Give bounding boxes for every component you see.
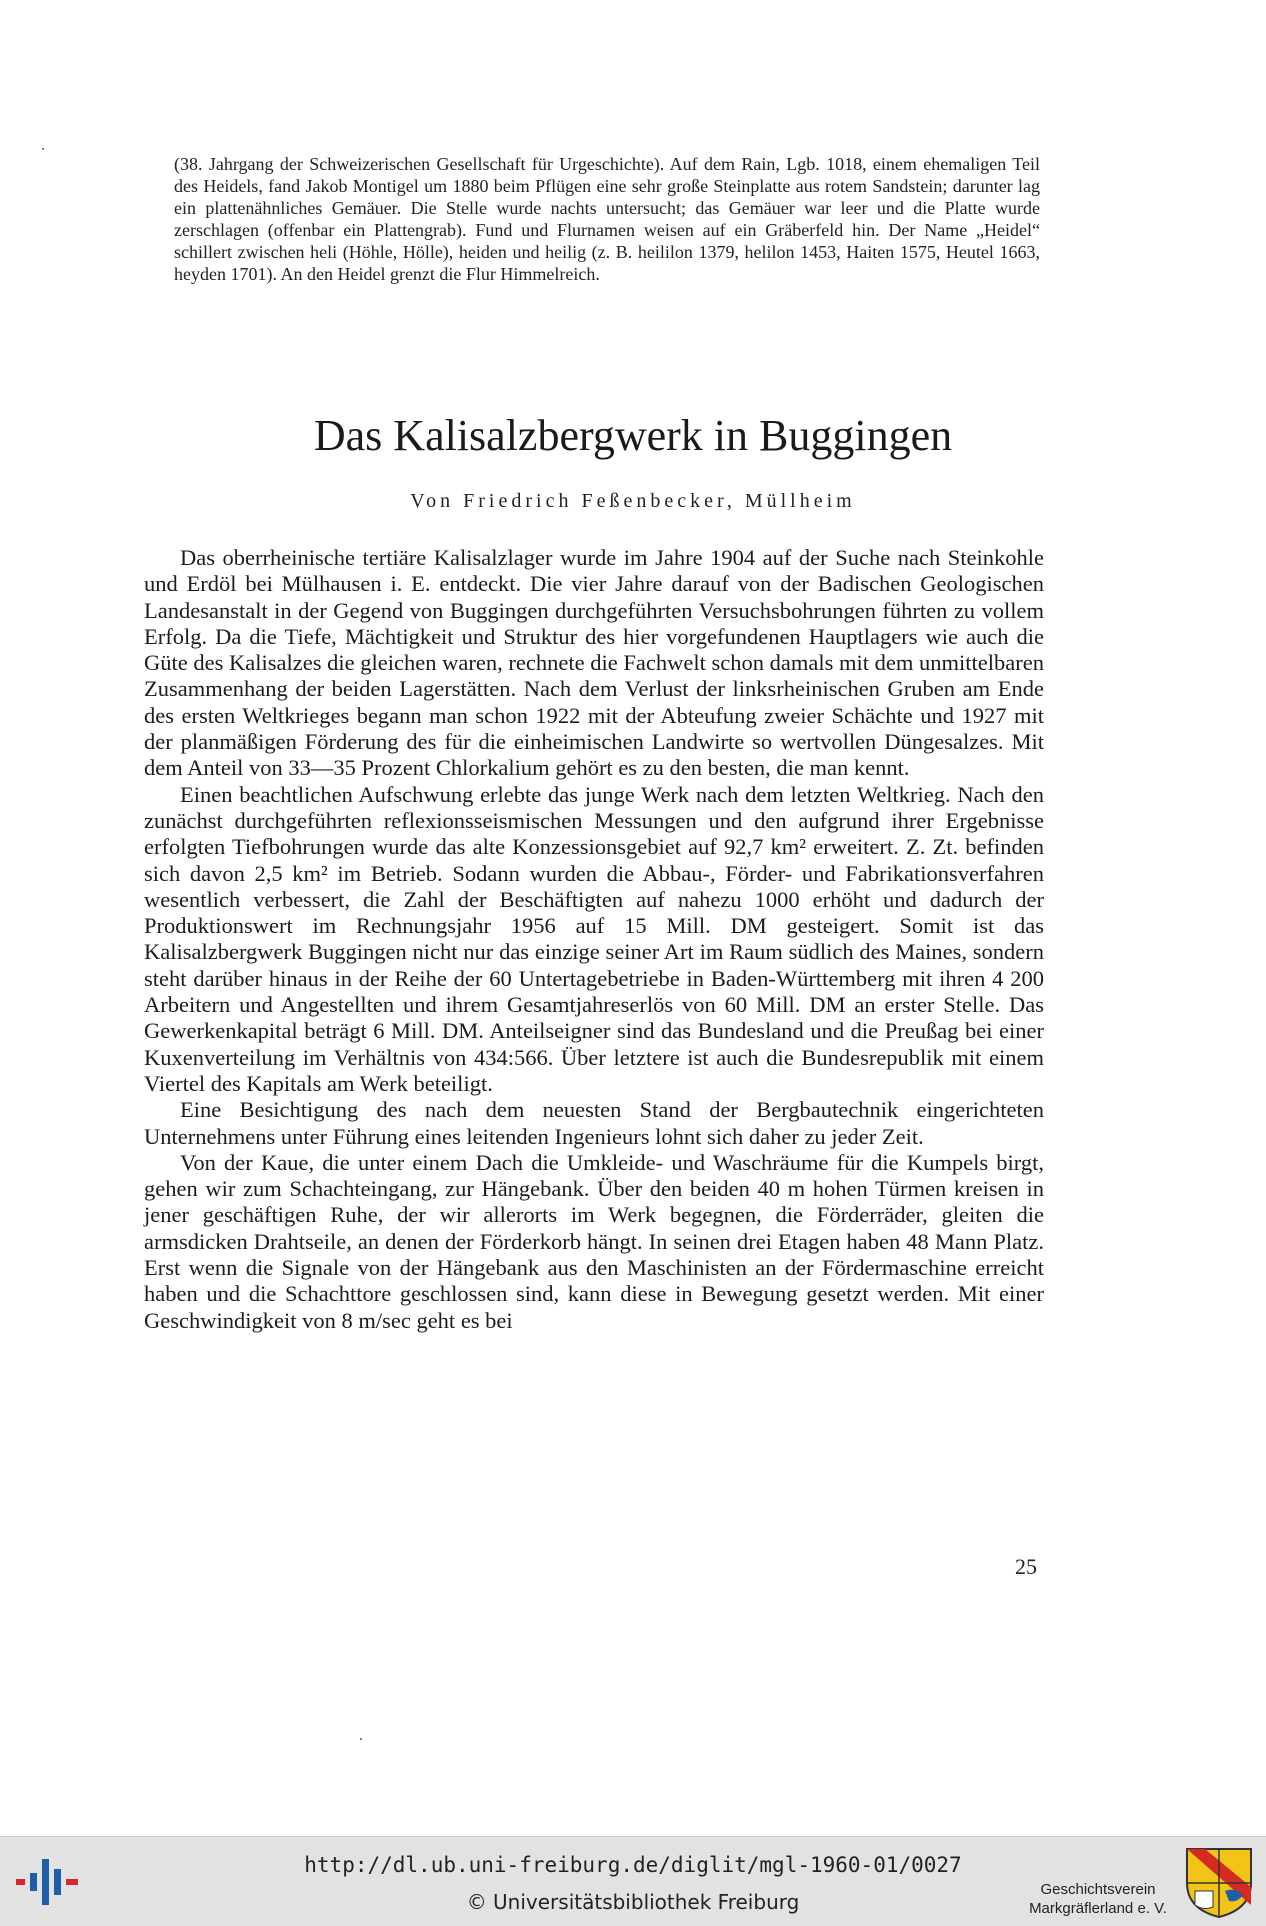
society-line-1: Geschichtsverein (1040, 1881, 1156, 1898)
article-paragraph: Von der Kaue, die unter einem Dach die Umkleide- und Waschräume für die Kumpels birgt, gehen wir zum Schachteingang, zur Hängebank. Über den beiden 40 m hohen Türmen kreisen in jener geschäftigen Ruhe, der wir allerorts im Werk begegnen, die Förderräder, gleiten die armsdicken Drahtseile, an denen der Förderkorb hängt. In seinen drei Etagen haben 48 Mann Platz. Erst wenn die Signale von der Hängebank aus den Maschinisten an der Fördermaschine erreicht haben und die Schachttore geschlossen sind, kann diese in Bewegung gesetzt werden. Mit einer Geschwindigkeit von 8 m/sec geht es bei (144, 1149, 1044, 1333)
page-number: 25 (1015, 1554, 1037, 1579)
society-line-2: Markgräflerland e. V. (1029, 1900, 1167, 1917)
intro-paragraph (174, 153, 1040, 285)
scan-speck (360, 1738, 362, 1740)
footer-copyright: © Universitätsbibliothek Freiburg (466, 1890, 800, 1914)
article-body (144, 545, 1044, 1334)
article-title: Das Kalisalzbergwerk in Buggingen (313, 411, 953, 460)
society-name (1018, 1880, 1178, 1918)
article-paragraph: Einen beachtlichen Aufschwung erlebte das junge Werk nach dem letzten Weltkrieg. Nach den zunächst durchgeführten reflexionsseismischen Messungen und den aufgrund ihrer Ergebnisse erfolgten Tiefbohrungen wurde das alte Konzessionsgebiet auf 92,7 km² erweitert. Z. Zt. befinden sich davon 2,5 km² im Betrieb. Sodann wurden die Abbau-, Förder- und Fabrikationsverfahren wesentlich verbessert, die Zahl der Beschäftigten auf nahezu 1000 erhöht und dadurch der Produktionswert im Rechnungsjahr 1956 auf 15 Mill. DM gesteigert. Somit ist das Kalisalzbergwerk Buggingen nicht nur das einzige seiner Art im Raum südlich des Maines, sondern steht darüber hinaus in der Reihe der 60 Untertagebetriebe in Baden-Württemberg mit ihren 4 200 Arbeitern und Angestellten und ihrem Gesamtjahreserlös von 60 Mill. DM an erster Stelle. Das Gewerkenkapital beträgt 6 Mill. DM. Anteilseigner sind das Bundesland und die Preußag bei einer Kuxenverteilung im Verhältnis von 434:566. Über letztere ist auch die Bundesrepublik mit einem Viertel des Kapitals am Werk beteiligt. (144, 781, 1044, 1096)
footer-bar (0, 1836, 1266, 1926)
coat-of-arms-icon (1185, 1847, 1253, 1919)
article-author: Von Friedrich Feßenbecker, Müllheim (410, 490, 856, 512)
article-paragraph: Eine Besichtigung des nach dem neuesten Stand der Bergbautechnik eingerichteten Unternehmens unter Führung eines leitenden Ingenieurs lohnt sich daher zu jeder Zeit. (144, 1097, 1044, 1149)
intro-text: (38. Jahrgang der Schweizerischen Gesellschaft für Urgeschichte). Auf dem Rain, Lgb. 1018, einem ehemaligen Teil des Heidels, fand Jakob Montigel um 1880 beim Pflügen eine sehr große Steinplatte aus rotem Sandstein; darunter lag ein plattenähnliches Gemäuer. Die Stelle wurde nachts untersucht; das Gemäuer war leer und die Platte wurde zerschlagen (offenbar ein Plattengrab). Fund und Flurnamen weisen auf ein Gräberfeld hin. Der Name „Heidel“ schillert zwischen heli (Höhle, Hölle), heiden und heilig (z. B. heililon 1379, helilon 1453, Haiten 1575, Heutel 1663, heyden 1701). An den Heidel grenzt die Flur Himmelreich. (174, 154, 1040, 284)
article-paragraph: Das oberrheinische tertiäre Kalisalzlager wurde im Jahre 1904 auf der Suche nach Steinkohle und Erdöl bei Mülhausen i. E. entdeckt. Die vier Jahre darauf von der Badischen Geologischen Landesanstalt in der Gegend von Buggingen durchgeführten Versuchsbohrungen führten zu vollem Erfolg. Da die Tiefe, Mächtigkeit und Struktur des hier vorgefundenen Hauptlagers wie auch die Güte des Kalisalzes die gleichen waren, rechnete die Fachwelt schon damals mit dem unmittelbaren Zusammenhang der beiden Lagerstätten. Nach dem Verlust der linksrheinischen Gruben am Ende des ersten Weltkrieges begann man schon 1922 mit der Abteufung zweier Schächte und 1927 mit der planmäßigen Förderung des für die einheimischen Landwirte so wertvollen Düngesalzes. Mit dem Anteil von 33—35 Prozent Chlorkalium gehört es zu den besten, die man kennt. (144, 545, 1044, 781)
footer-url[interactable]: http://dl.ub.uni-freiburg.de/diglit/mgl-1960-01/0027 (304, 1853, 962, 1877)
scan-speck (42, 148, 44, 150)
